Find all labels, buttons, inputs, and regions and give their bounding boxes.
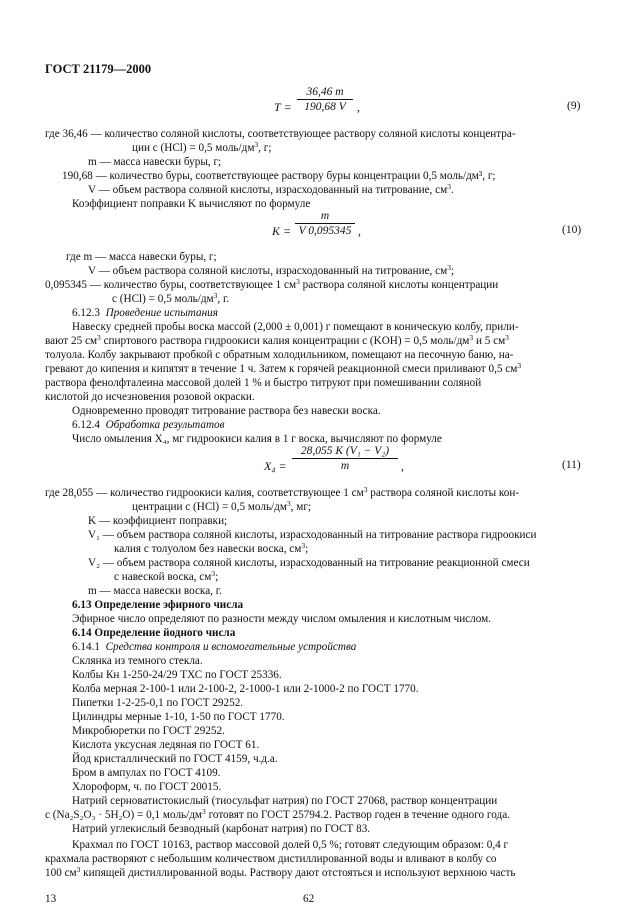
formula-11-numerator: 28,055 K (V₁ − V₂) [292,445,398,459]
section-6-12-3-heading: 6.12.3 Проведение испытания [72,307,218,319]
formula-10-denominator: V 0,095345 [298,225,352,237]
definition-m-wax: m — масса навески воска, г. [88,585,222,597]
document-header: ГОСТ 21179—2000 [45,62,152,76]
equipment-item: Колба мерная 2-100-1 или 2-100-2, 2-1000-1 или 2-1000-2 по ГОСТ 1770. [72,683,419,695]
section-6-12-4-heading: 6.12.4 Обработка результатов [72,419,225,431]
definition-k: K — коэффициент поправки; [88,515,228,527]
equipment-item: Кислота уксусная ледяная по ГОСТ 61. [72,739,260,751]
thiosulfate-line-cont: c (Na₂S₂O₃ · 5H₂O) = 0,1 моль/$дм^3$ готовят по ГОСТ 25794.2. Раствор годен в течение одного года. [45,807,510,821]
definition-v-acid: V — объем раствора соляной кислоты, израсходованный на титрование, $см^3$. [88,182,454,196]
formula-9-numerator: 36,46 m [297,86,353,100]
paragraph-line: Одновременно проводят титрование раствора без навески воска. [72,405,381,417]
formula-9-fraction [297,86,353,113]
definition-v-acid-2: V — объем раствора соляной кислоты, израсходованный на титрование, $см^3$; [88,263,455,277]
page-number-center: 62 [303,893,315,905]
paragraph-line: гревают до кипения и кипятят в течение 1 ч. Затем к горячей реакционной смеси приливают 0,5 $см^3$ [45,361,522,375]
starch-line: Крахмал по ГОСТ 10163, раствор массовой долей 0,5 %; готовят следующим образом: 0,4 г [72,839,509,851]
definition-36-46-cont: ции c (HCl) = 0,5 моль/$дм^3$, г; [132,140,272,154]
formula-9-denominator: 190,68 V [304,101,346,113]
definition-28-055: где 28,055 — количество гидроокиси калия, соответствующее 1 $см^3$ раствора соляной кислоты кон- [45,485,520,499]
formula-10-comma: , [358,224,361,238]
thiosulfate-line: Натрий серноватистокислый (тиосульфат натрия) по ГОСТ 27068, раствор концентрации [72,795,498,807]
definition-190-68: 190,68 — количество буры, соответствующее раствору буры концентрации 0,5 моль/дм³, г; [62,170,496,182]
equipment-item: Хлороформ, ч. по ГОСТ 20015. [72,781,222,793]
section-6-14-heading: 6.14 Определение йодного числа [72,627,236,639]
definition-v2-cont: с навеской воска, $см^3$; [114,569,219,583]
paragraph-line: Навеску средней пробы воска массой (2,000 ± 0,001) г помещают в коническую колбу, прили- [72,321,519,333]
paragraph-line: Эфирное число определяют по разности между числом омыления и кислотным числом. [72,613,491,625]
starch-line: крахмала растворяют с небольшим количеством дистиллированной воды и вливают в колбу со [45,853,497,865]
definition-28-055-cont: центрации c (HCl) = 0,5 моль/$дм^3$, мг; [132,499,312,513]
page-number-left: 13 [45,893,57,905]
definition-v2: V₂ — объем раствора соляной кислоты, израсходованный на титрование реакционной смеси [88,557,530,569]
paragraph-line: кислотой до исчезновения розовой окраски. [45,391,255,403]
definition-m-borax-2: где m — масса навески буры, г; [66,251,217,263]
correction-intro: Коэффициент поправки K вычисляют по формуле [72,198,311,210]
equipment-item: Склянка из темного стекла. [72,655,203,667]
equipment-item: Бром в ампулах по ГОСТ 4109. [72,767,221,779]
equipment-item: Йод кристаллический по ГОСТ 4159, ч.д.а. [72,753,278,765]
paragraph-line: раствора фенолфталеина массовой долей 1 % и быстро титруют при помешивании соляной [45,377,482,389]
paragraph-line: толуола. Колбу закрывают пробкой с обратным холодильником, помещают на песочную баню, на- [45,349,514,361]
saponification-intro: Число омыления X₄, мг гидроокиси калия в 1 г воска, вычисляют по формуле [72,433,442,445]
formula-10-lhs: K = [272,224,292,238]
equipment-item: Пипетки 1-2-25-0,1 по ГОСТ 29252. [72,697,244,709]
section-6-13-heading: 6.13 Определение эфирного числа [72,599,244,611]
starch-line: 100 $см^3$ кипящей дистиллированной воды. Раствору дают отстояться и используют верхнюю часть [45,865,516,879]
definition-v1-cont: калия с толуолом без навески воска, $см^3$; [114,541,309,555]
equipment-item: Микробюретки по ГОСТ 29252. [72,725,225,737]
carbonate-line: Натрий углекислый безводный (карбонат натрия) по ГОСТ 83. [72,823,371,835]
section-6-14-1-heading: 6.14.1 Средства контроля и вспомогательные устройства [72,641,357,653]
formula-9-number: (9) [567,100,581,112]
equipment-item: Колбы Кн 1-250-24/29 ТХС по ГОСТ 25336. [72,669,282,681]
formula-11-fraction [292,445,398,472]
definition-m-borax: m — масса навески буры, г; [88,156,222,168]
definition-v1: V₁ — объем раствора соляной кислоты, израсходованный на титрование раствора гидроокиси [88,529,537,541]
definition-36-46: где 36,46 — количество соляной кислоты, соответствующее раствору соляной кислоты концентра- [45,128,516,140]
definition-0-095345-cont: c (HCl) = 0,5 моль/$дм^3$, г. [112,291,230,305]
formula-11-comma: , [401,459,404,473]
formula-11-lhs: X₄ = [264,459,287,473]
formula-9-comma: , [357,100,360,114]
formula-11-number: (11) [562,459,581,471]
formula-10-number: (10) [562,224,582,236]
equipment-item: Цилиндры мерные 1-10, 1-50 по ГОСТ 1770. [72,711,285,723]
formula-10-numerator: m [295,210,355,224]
formula-10-fraction [295,210,355,237]
formula-9-lhs: T = [274,100,292,114]
definition-0-095345: 0,095345 — количество буры, соответствующее 1 $см^3$ раствора соляной кислоты концентрации [45,277,499,291]
formula-11-denominator: m [340,460,350,472]
paragraph-line: вают 25 $см^3$ спиртового раствора гидроокиси калия концентрации c (KOH) = 0,5 моль/$дм^3$ и 5 $см^3$ [45,333,509,347]
